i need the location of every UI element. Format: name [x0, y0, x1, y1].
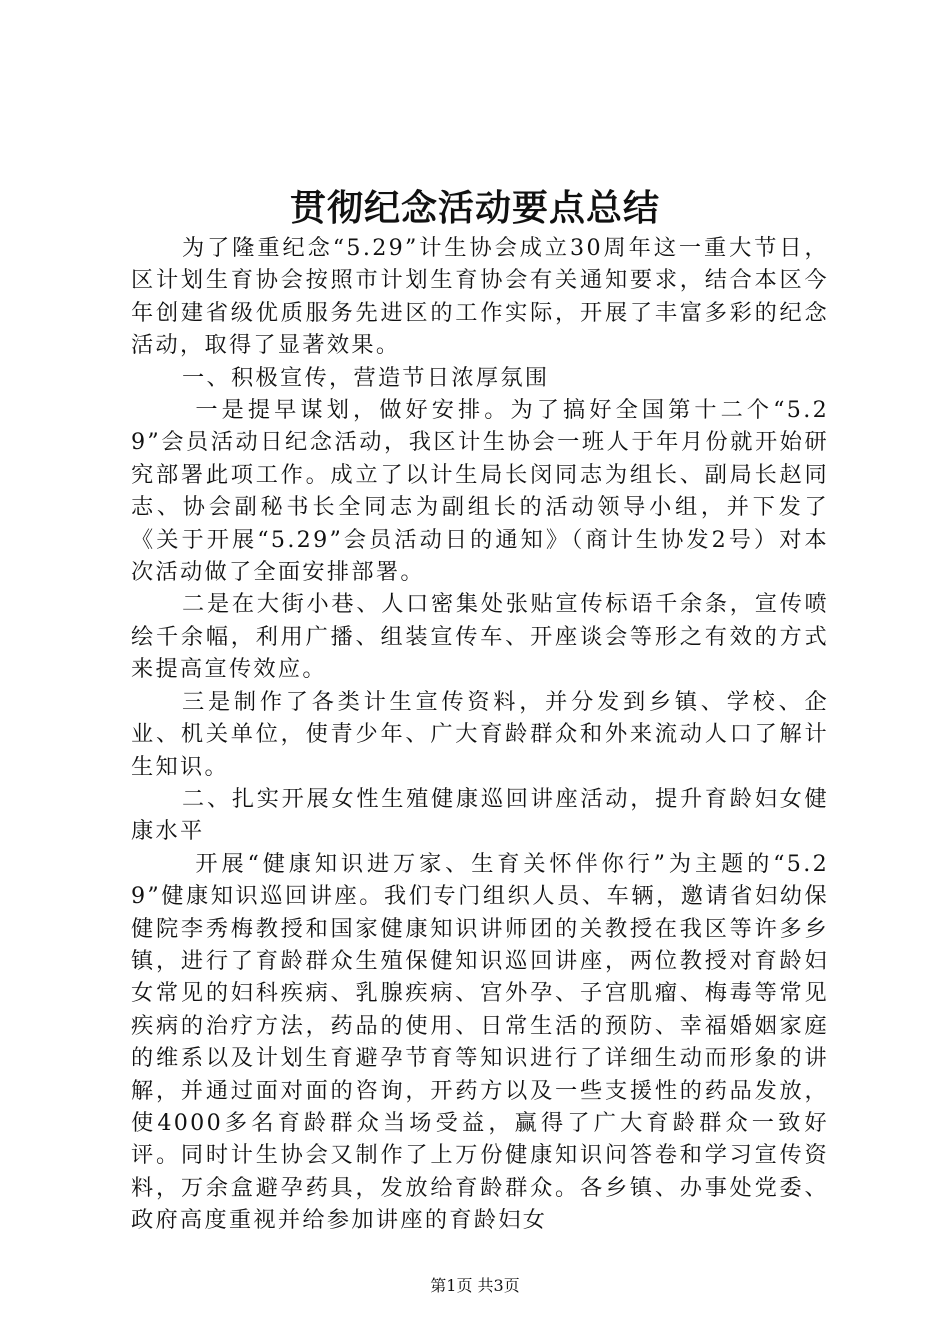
- document-body: [131, 232, 829, 1237]
- paragraph-intro: 为了隆重纪念“5.29”计生协会成立30周年这一重大节日，区计划生育协会按照市计划生育协会有关通知要求，结合本区今年创建省级优质服务先进区的工作实际，开展了丰富多彩的纪念活动，取得了显著效果。: [131, 235, 829, 359]
- paragraph-materials: 三是制作了各类计生宣传资料，并分发到乡镇、学校、企业、机关单位，使青少年、广大育龄群众和外来流动人口了解计生知识。: [131, 688, 829, 780]
- section-heading-2: 二、扎实开展女性生殖健康巡回讲座活动，提升育龄妇女健康水平: [131, 785, 829, 845]
- paragraph-slogans: 二是在大街小巷、人口密集处张贴宣传标语千余条，宣传喷绘千余幅，利用广播、组装宣传车、开座谈会等形之有效的方式来提高宣传效应。: [131, 591, 829, 683]
- document-title: 贯彻纪念活动要点总结: [289, 188, 660, 229]
- section-heading-1: 一、积极宣传，营造节日浓厚氛围: [182, 364, 550, 391]
- paragraph-planning: 一是提早谋划，做好安排。为了搞好全国第十二个“5.29”会员活动日纪念活动，我区计生协会一班人于年月份就开始研究部署此项工作。成立了以计生局长闵同志为组长、副局长赵同志、协会副秘书长全同志为副组长的活动领导小组，并下发了《关于开展“5.29”会员活动日的通知》（商计生协发2号）对本次活动做了全面安排部署。: [131, 397, 829, 586]
- page-number-footer: 第1页 共3页: [430, 1276, 520, 1295]
- paragraph-lectures: 开展“健康知识进万家、生育关怀伴你行”为主题的“5.29”健康知识巡回讲座。我们专门组织人员、车辆，邀请省妇幼保健院李秀梅教授和国家健康知识讲师团的关教授在我区等许多乡镇，进行了育龄群众生殖保健知识巡回讲座，两位教授对育龄妇女常见的妇科疾病、乳腺疾病、宫外孕、子宫肌瘤、梅毒等常见疾病的治疗方法，药品的使用、日常生活的预防、幸福婚姻家庭的维系以及计划生育避孕节育等知识进行了详细生动而形象的讲解，并通过面对面的咨询，开药方以及一些支援性的药品发放，使4000多名育龄群众当场受益，赢得了广大育龄群众一致好评。同时计生协会又制作了上万份健康知识问答卷和学习宣传资料，万余盒避孕药具，发放给育龄群众。各乡镇、办事处党委、政府高度重视并给参加讲座的育龄妇女: [131, 850, 829, 1234]
